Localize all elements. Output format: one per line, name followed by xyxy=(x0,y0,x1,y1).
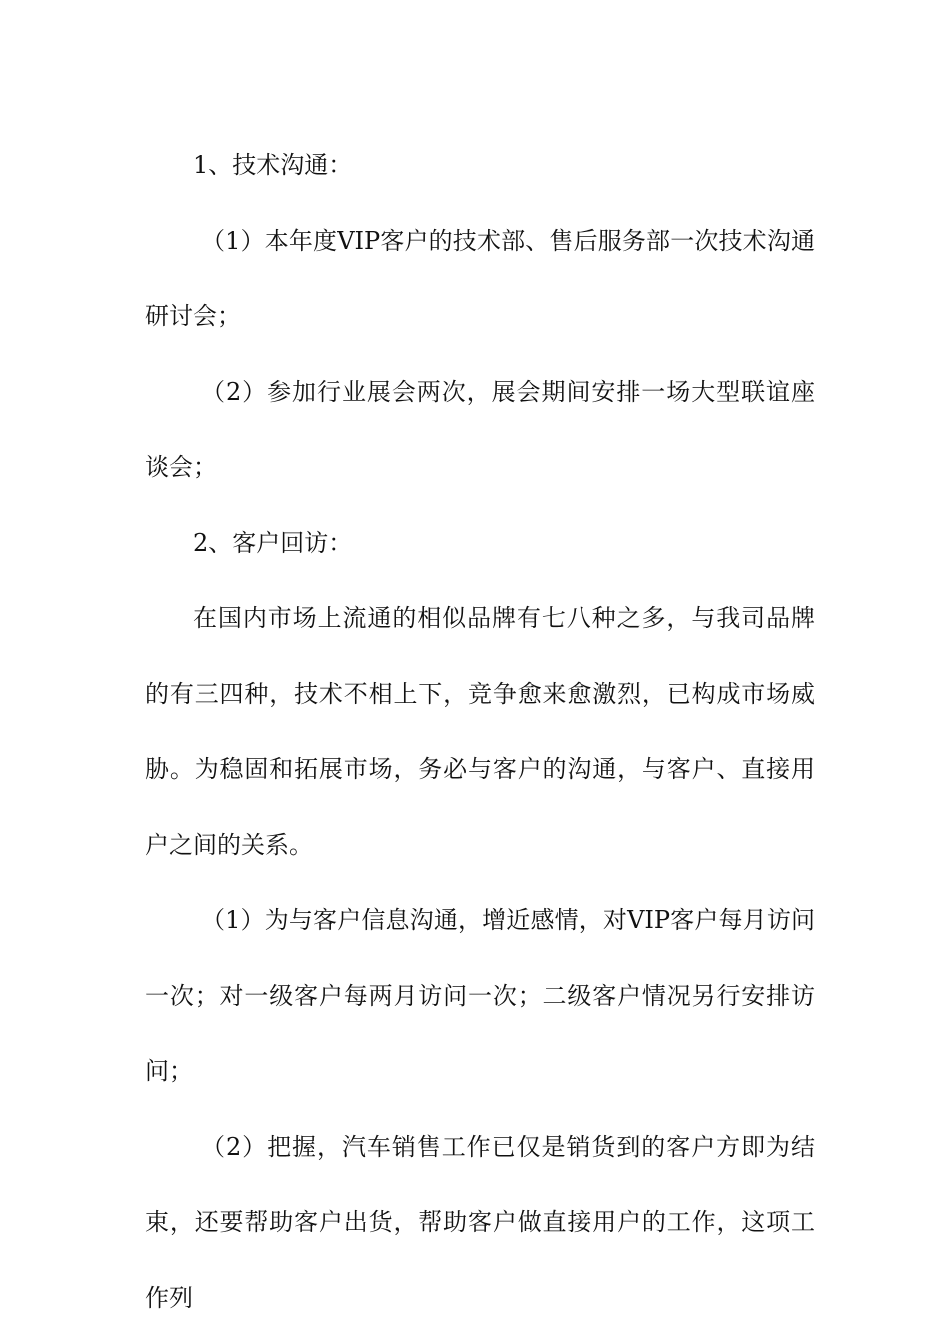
heading-technical-communication: 1、技术沟通： xyxy=(193,151,353,179)
paragraph-visit-item-2: （2）把握，汽车销售工作已仅是销货到的客户方即为结束，还要帮助客户出货，帮助客户做直接用户的工作，这项工作列 xyxy=(145,1132,815,1312)
paragraph-tech-item-2: （2）参加行业展会两次，展会期间安排一场大型联谊座谈会； xyxy=(145,377,815,481)
paragraph-visit-item-1: （1）为与客户信息沟通，增近感情，对VIP客户每月访问一次；对一级客户每两月访问一次；二级客户情况另行安排访问； xyxy=(145,906,815,1085)
heading-customer-visits: 2、客户回访： xyxy=(193,528,353,557)
paragraph-market-situation: 在国内市场上流通的相似品牌有七八种之多，与我司品牌的有三四种，技术不相上下，竞争愈来愈激烈，已构成市场威胁。为稳固和拓展市场，务必与客户的沟通，与客户、直接用户之间的关系。 xyxy=(145,604,815,859)
paragraph-tech-item-1: （1）本年度VIP客户的技术部、售后服务部一次技术沟通研讨会； xyxy=(145,226,815,330)
document-body xyxy=(145,128,815,1336)
